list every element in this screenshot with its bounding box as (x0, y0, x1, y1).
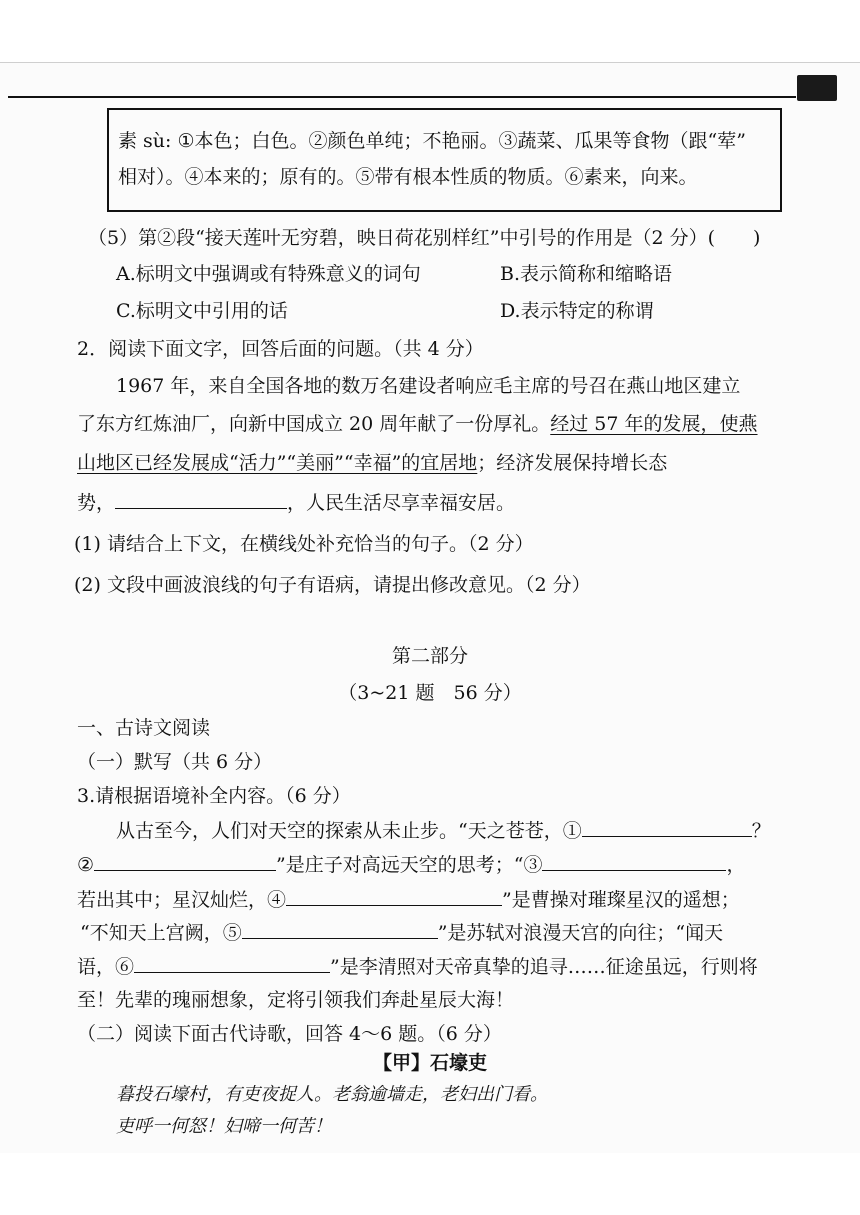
q2-line-3-text: ；经济发展保持增长态 (477, 452, 668, 474)
blank-3[interactable] (542, 852, 726, 871)
q3-line-4-end: ”是苏轼对浪漫天宫的向往；“闻天 (437, 922, 724, 944)
q2-paragraph-line-3 (77, 451, 667, 475)
q3-line-3-start: 若出其中；星汉灿烂，④ (77, 889, 287, 911)
blank-6[interactable] (134, 954, 330, 973)
q2-paragraph-line-4 (77, 490, 515, 515)
poem-title: 【甲】石壕吏 (372, 1052, 487, 1074)
definition-box (107, 108, 782, 212)
q3-line-1 (116, 818, 771, 843)
section-1-sub-2: （二）阅读下面古代诗歌，回答 4～6 题。（6 分） (77, 1023, 502, 1045)
blank-2[interactable] (94, 852, 276, 871)
q3-line-5-end: ”是李清照对天帝真挚的追寻……征途虽远，行则将 (330, 956, 758, 978)
q2-paragraph-line-1: 1967 年，来自全国各地的数万名建设者响应毛主席的号召在燕山地区建立 (116, 375, 741, 397)
part-two-title: 第二部分 (391, 645, 468, 667)
q2-line-4-end: ，人民生活尽享幸福安居。 (287, 492, 516, 514)
corner-marker (797, 75, 837, 101)
q5-option-c: C.标明文中引用的话 (116, 300, 288, 322)
q5-option-b: B.表示简称和缩略语 (500, 263, 673, 285)
blank-4[interactable] (286, 887, 502, 906)
q3-line-2-end: ， (726, 854, 746, 876)
q2-sub-question-1: (1) 请结合上下文，在横线处补充恰当的句子。（2 分） (74, 533, 534, 555)
q3-line-3 (77, 887, 740, 912)
q3-line-5-start: 语，⑥ (77, 956, 135, 978)
definition-line-2: 相对）。④本来的；原有的。⑤带有根本性质的物质。⑥素来，向来。 (118, 166, 698, 188)
header-rule (8, 96, 796, 98)
section-1-sub-1: （一）默写（共 6 分） (77, 751, 273, 773)
q2-line-4-start: 势， (77, 492, 116, 514)
q3-line-2-start: ② (77, 854, 95, 876)
q5-stem: （5）第②段“接天莲叶无穷碧，映日荷花别样红”中引号的作用是（2 分）( ) (88, 227, 761, 249)
q3-line-5 (77, 954, 758, 979)
poem-line-2: 吏呼一何怒！妇啼一何苦！ (116, 1116, 332, 1137)
q3-line-2-text: ”是庄子对高远天空的思考；“③ (276, 854, 543, 876)
poem-line-1: 暮投石壕村，有吏夜捉人。老翁逾墙走，老妇出门看。 (116, 1084, 548, 1105)
q3-stem: 3.请根据语境补全内容。（6 分） (77, 785, 351, 807)
q3-line-4-start: “不知天上宫阙，⑤ (80, 922, 242, 944)
q3-line-1-text: 从古至今，人们对天空的探索从未止步。“天之苍苍，① (116, 820, 582, 842)
q2-sub-question-2: (2) 文段中画波浪线的句子有语病，请提出修改意见。（2 分） (74, 574, 591, 596)
q2-paragraph-line-2 (77, 412, 758, 436)
q5-option-d: D.表示特定的称谓 (500, 300, 654, 322)
blank-1[interactable] (582, 818, 752, 837)
wavy-underlined-sentence-part-2: 山地区已经发展成“活力”“美丽”“幸福”的宜居地 (77, 452, 478, 474)
wavy-underlined-sentence-part-1: 经过 57 年的发展，使燕 (550, 413, 758, 435)
q3-line-4 (80, 920, 723, 945)
q2-line-2-text: 了东方红炼油厂，向新中国成立 20 周年献了一份厚礼。 (77, 413, 551, 435)
q3-line-1-end: ？ (751, 820, 771, 842)
definition-line-1: 素 sù: ①本色；白色。②颜色单纯；不艳丽。③蔬菜、瓜果等食物（跟“荤” (118, 130, 746, 152)
section-1-heading: 一、古诗文阅读 (77, 717, 211, 739)
q3-line-6: 至！先辈的瑰丽想象，定将引领我们奔赴星辰大海！ (77, 989, 515, 1011)
q3-line-2 (77, 852, 746, 877)
part-two-range: （3~21 题 56 分） (338, 682, 522, 704)
q2-stem: 2．阅读下面文字，回答后面的问题。（共 4 分） (77, 338, 484, 360)
q3-line-3-end: ”是曹操对璀璨星汉的遥想； (502, 889, 740, 911)
fill-in-blank[interactable] (115, 490, 287, 509)
blank-5[interactable] (242, 920, 438, 939)
q5-option-a: A.标明文中强调或有特殊意义的词句 (116, 263, 421, 285)
